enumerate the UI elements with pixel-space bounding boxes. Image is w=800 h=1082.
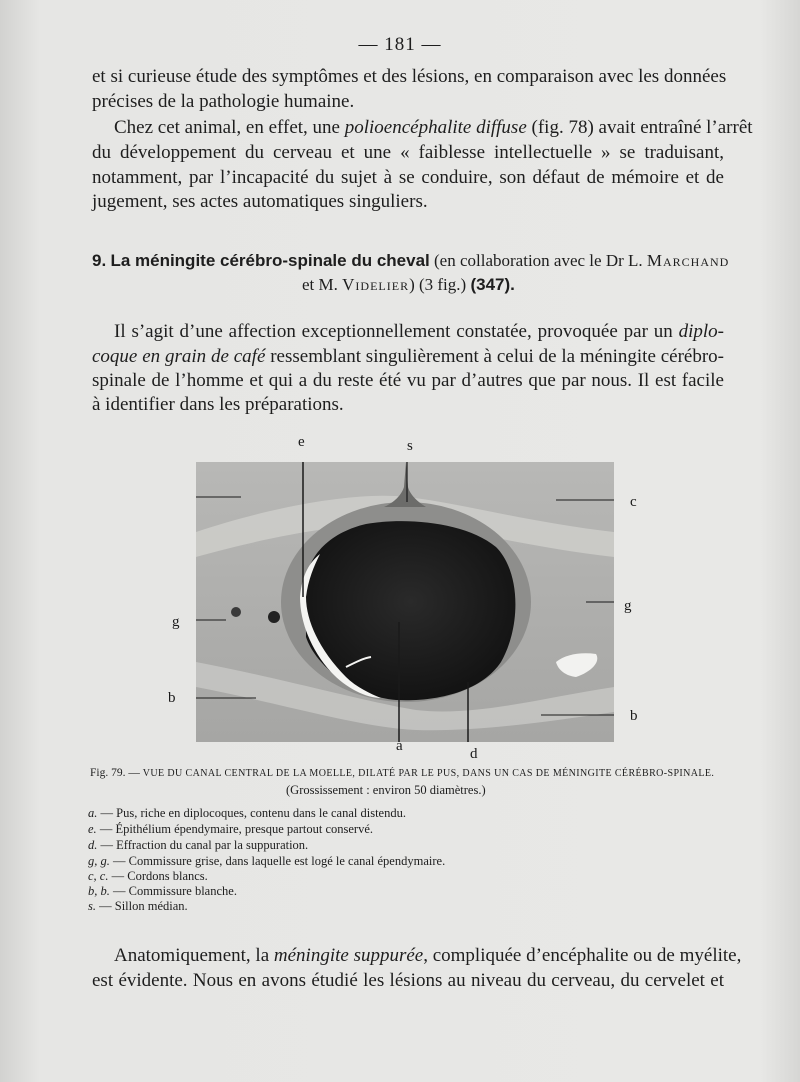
intro-line-3: Chez cet animal, en effet, une polioencéphalite diffuse (fig. 78) avait entraîné l’arrêt	[114, 117, 753, 138]
label-b-right: b	[630, 708, 638, 724]
legend-g: g, g. — Commissure grise, dans laquelle est logé le canal épendymaire.	[88, 854, 446, 868]
intro-line-5: notamment, par l’incapacité du sujet à se conduire, son défaut de mémoire et de	[92, 167, 724, 188]
label-g-right: g	[624, 598, 632, 614]
legend-e: e. — Épithélium épendymaire, presque partout conservé.	[88, 822, 373, 836]
para2-line-1: Il s’agit d’une affection exceptionnellement constatée, provoquée par un diplo-	[114, 321, 724, 342]
intro-line-1: et si curieuse étude des symptômes et des lésions, en comparaison avec les données	[92, 66, 727, 87]
label-g-left: g	[172, 614, 180, 630]
label-a: a	[396, 738, 403, 754]
reference-number: (347).	[470, 275, 515, 294]
figure-caption: Fig. 79. — VUE DU CANAL CENTRAL DE LA MOELLE, DILATÉ PAR LE PUS, DANS UN CAS DE MÉNINGITE CÉRÉBRO-SPINALE.	[90, 767, 715, 779]
para2-line-2: coque en grain de café ressemblant singulièrement à celui de la méningite cérébro-	[92, 346, 724, 367]
intro-line-4: du développement du cerveau et une « faiblesse intellectuelle » se traduisant,	[92, 142, 724, 163]
para2-line-3: spinale de l’homme et qui a du reste été vu par d’autres que par nous. Il est facile	[92, 370, 724, 391]
legend-d: d. — Effraction du canal par la suppuration.	[88, 838, 309, 852]
para3-line-1: Anatomiquement, la méningite suppurée, compliquée d’encéphalite ou de myélite,	[114, 945, 742, 966]
legend-s: s. — Sillon médian.	[88, 899, 188, 913]
para2-line-4: à identifier dans les préparations.	[92, 394, 344, 415]
section-heading-line-2: et M. Videlier) (3 fig.) (347).	[302, 275, 515, 294]
figure-caption-magnification: (Grossissement : environ 50 diamètres.)	[286, 783, 486, 797]
label-e: e	[298, 434, 305, 450]
label-d: d	[470, 746, 478, 762]
legend-b: b, b. — Commissure blanche.	[88, 884, 237, 898]
section-number: 9.	[92, 251, 107, 270]
legend-c: c, c. — Cordons blancs.	[88, 869, 208, 883]
para3-line-2: est évidente. Nous en avons étudié les lésions au niveau du cerveau, du cervelet et	[92, 970, 724, 991]
intro-line-2: précises de la pathologie humaine.	[92, 91, 355, 112]
page-number: — 181 —	[358, 34, 442, 55]
section-title: La méningite cérébro-spinale du cheval	[110, 251, 430, 270]
section-heading: 9. La méningite cérébro-spinale du cheval (en collaboration avec le Dr L. Marchand	[92, 251, 730, 270]
legend-a: a. — Pus, riche en diplocoques, contenu dans le canal distendu.	[88, 806, 406, 820]
figure-labels	[160, 430, 660, 760]
intro-line-6: jugement, ses actes automatiques singuliers.	[92, 191, 428, 212]
label-s: s	[407, 438, 413, 454]
label-b-left: b	[168, 690, 176, 706]
label-c: c	[630, 494, 637, 510]
